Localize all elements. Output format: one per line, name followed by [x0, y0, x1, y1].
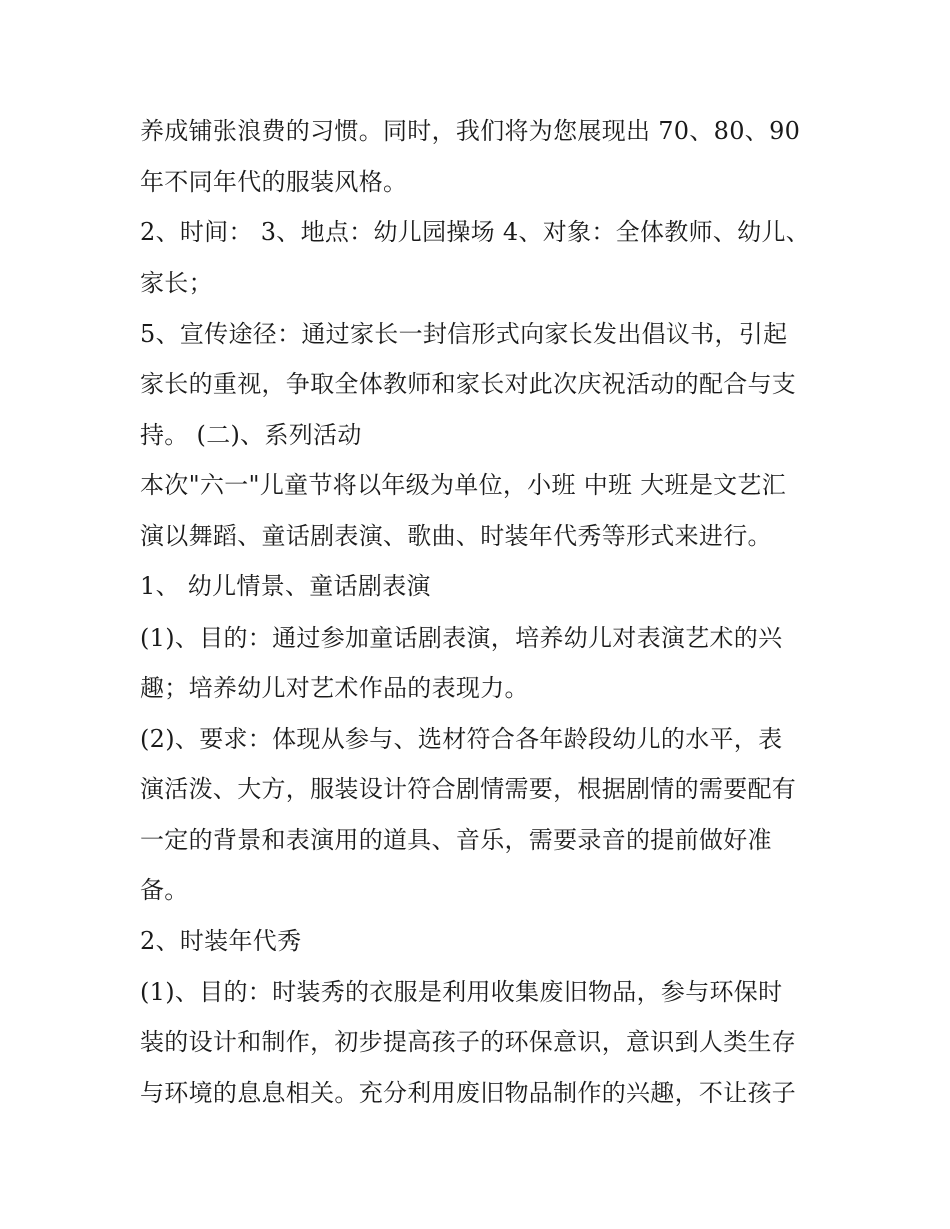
text-line: 本次"六一"儿童节将以年级为单位，小班 中班 大班是文艺汇: [140, 471, 787, 499]
text-line: 2、时间： 3、地点：幼儿园操场 4、对象：全体教师、幼儿、: [140, 218, 811, 246]
text-line: 持。 (二)、系列活动: [140, 421, 362, 449]
text-line: 2、时装年代秀: [140, 927, 302, 955]
text-line: 5、宣传途径：通过家长一封信形式向家长发出倡议书，引起: [140, 320, 788, 348]
text-line: 家长；: [140, 269, 213, 297]
text-line: (1)、目的：通过参加童话剧表演，培养幼儿对表演艺术的兴: [140, 624, 783, 652]
text-line: 演活泼、大方，服装设计符合剧情需要，根据剧情的需要配有: [140, 775, 797, 803]
text-line: 装的设计和制作，初步提高孩子的环保意识，意识到人类生存: [140, 1028, 797, 1056]
text-line: 备。: [140, 876, 189, 904]
text-line: 趣；培养幼儿对艺术作品的表现力。: [140, 674, 529, 702]
text-line: 演以舞蹈、童话剧表演、歌曲、时装年代秀等形式来进行。: [140, 522, 772, 550]
text-line: 一定的背景和表演用的道具、音乐，需要录音的提前做好准: [140, 826, 772, 854]
text-line: (2)、要求：体现从参与、选材符合各年龄段幼儿的水平，表: [140, 725, 783, 753]
text-line: 家长的重视，争取全体教师和家长对此次庆祝活动的配合与支: [140, 370, 797, 398]
text-line: 养成铺张浪费的习惯。同时，我们将为您展现出 70、80、90: [140, 117, 801, 145]
text-line: (1)、目的：时装秀的衣服是利用收集废旧物品，参与环保时: [140, 978, 783, 1006]
text-line: 1、 幼儿情景、童话剧表演: [140, 572, 431, 600]
text-line: 与环境的息息相关。充分利用废旧物品制作的兴趣，不让孩子: [140, 1079, 797, 1107]
text-line: 年不同年代的服装风格。: [140, 168, 408, 196]
